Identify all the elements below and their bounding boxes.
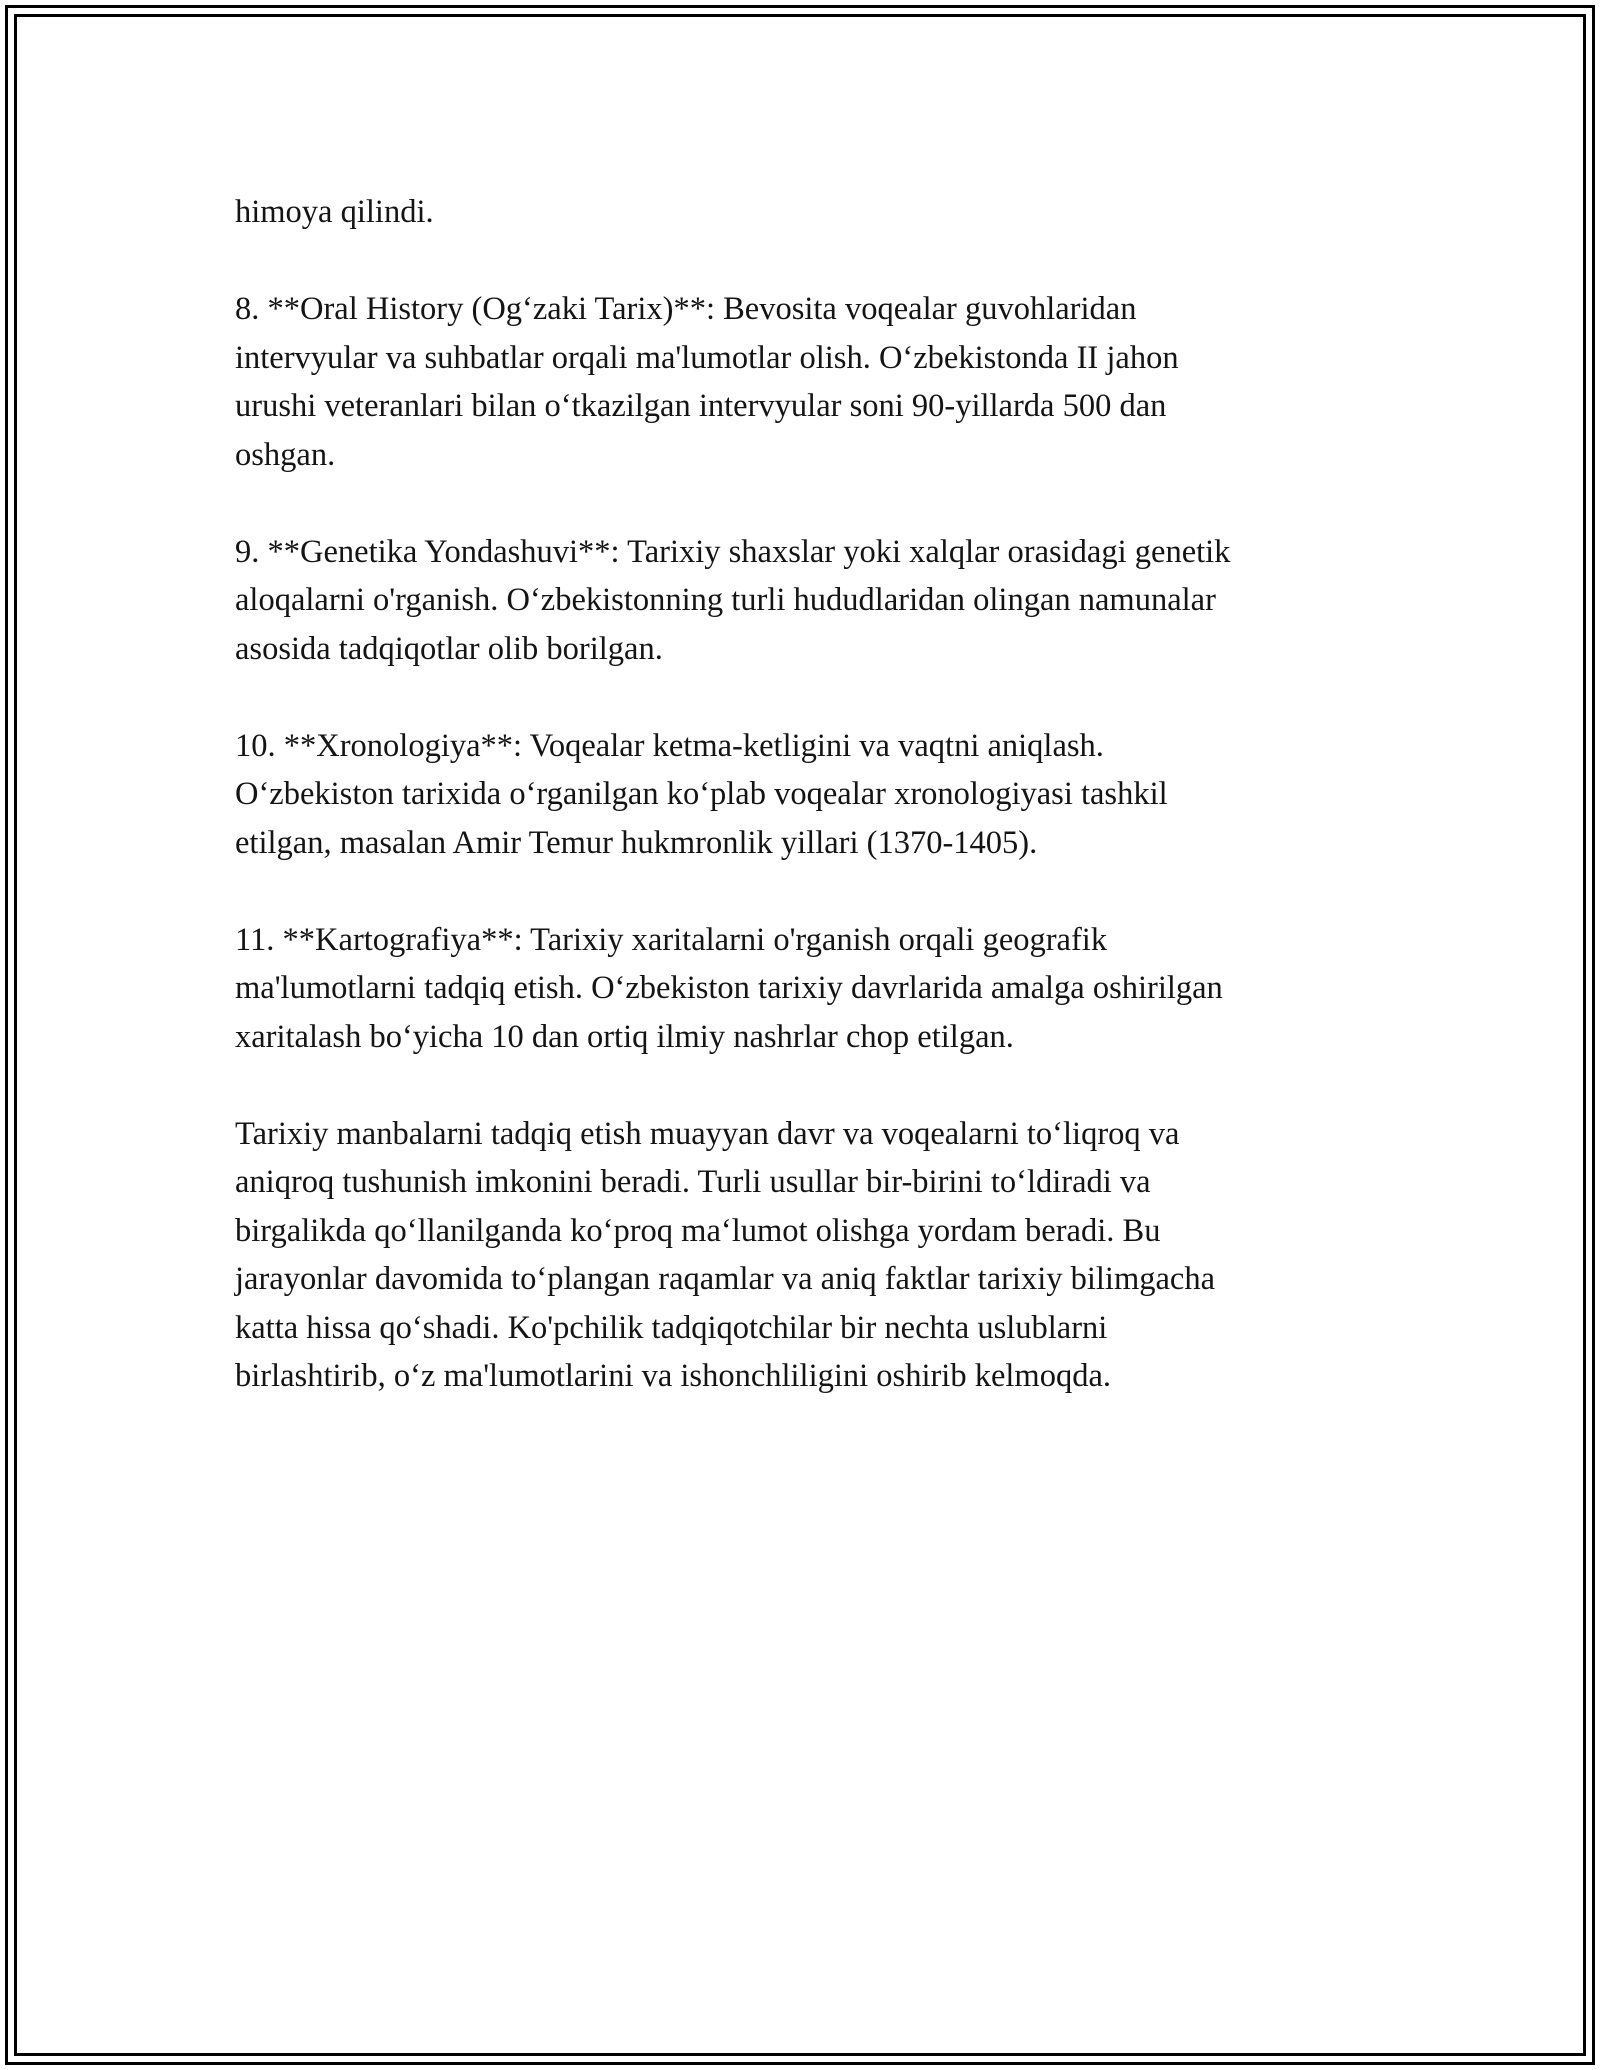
text-line: aniqroq tushunish imkonini beradi. Turli usullar bir-birini to‘ldiradi va [235, 1164, 1151, 1200]
text-line: 9. **Genetika Yondashuvi**: Tarixiy shaxslar yoki xalqlar orasidagi genetik [235, 533, 1231, 570]
text-line: ma'lumotlarni tadqiq etish. O‘zbekiston tarixiy davrlarida amalga oshirilgan [235, 970, 1223, 1006]
paragraph-cartography [235, 916, 1395, 1062]
text-line: etilgan, masalan Amir Temur hukmronlik yillari (1370-1405). [235, 824, 1038, 861]
text-line: O‘zbekiston tarixida o‘rganilgan ko‘plab voqealar xronologiyasi tashkil [235, 776, 1168, 812]
text-line: 11. **Kartografiya**: Tarixiy xaritalarni o'rganish orqali geografik [235, 921, 1108, 958]
text-line: aloqalarni o'rganish. O‘zbekistonning turli hududlaridan olingan namunalar [235, 582, 1216, 618]
text-line: xaritalash bo‘yicha 10 dan ortiq ilmiy nashrlar chop etilgan. [235, 1018, 1014, 1055]
text-line: Tarixiy manbalarni tadqiq etish muayyan davr va voqealarni to‘liqroq va [235, 1115, 1180, 1152]
text-line: oshgan. [235, 436, 336, 473]
paragraph-chronology [235, 722, 1395, 868]
text-line: 10. **Xronologiya**: Voqealar ketma-ketligini va vaqtni aniqlash. [235, 727, 1104, 764]
document-body [235, 188, 1395, 1449]
text-line: intervyular va suhbatlar orqali ma'lumotlar olish. O‘zbekistonda II jahon [235, 339, 1179, 376]
paragraph-oral-history [235, 285, 1395, 479]
text-line: jarayonlar davomida to‘plangan raqamlar va aniq faktlar tarixiy bilimgacha [235, 1261, 1216, 1297]
text-line: birgalikda qo‘llanilganda ko‘proq ma‘lumot olishga yordam beradi. Bu [235, 1212, 1161, 1249]
text-line: katta hissa qo‘shadi. Ko'pchilik tadqiqotchilar bir nechta uslublarni [235, 1309, 1108, 1346]
paragraph-genetics [235, 528, 1395, 674]
text-line: asosida tadqiqotlar olib borilgan. [235, 630, 663, 667]
text-line: himoya qilindi. [235, 194, 434, 230]
paragraph-continuation [235, 188, 1395, 237]
text-line: urushi veteranlari bilan o‘tkazilgan intervyular soni 90-yillarda 500 dan [235, 388, 1167, 424]
text-line: birlashtirib, o‘z ma'lumotlarini va ishonchliligini oshirib kelmoqda. [235, 1358, 1111, 1394]
text-line: 8. **Oral History (Og‘zaki Tarix)**: Bevosita voqealar guvohlaridan [235, 291, 1137, 327]
paragraph-conclusion [235, 1110, 1395, 1401]
